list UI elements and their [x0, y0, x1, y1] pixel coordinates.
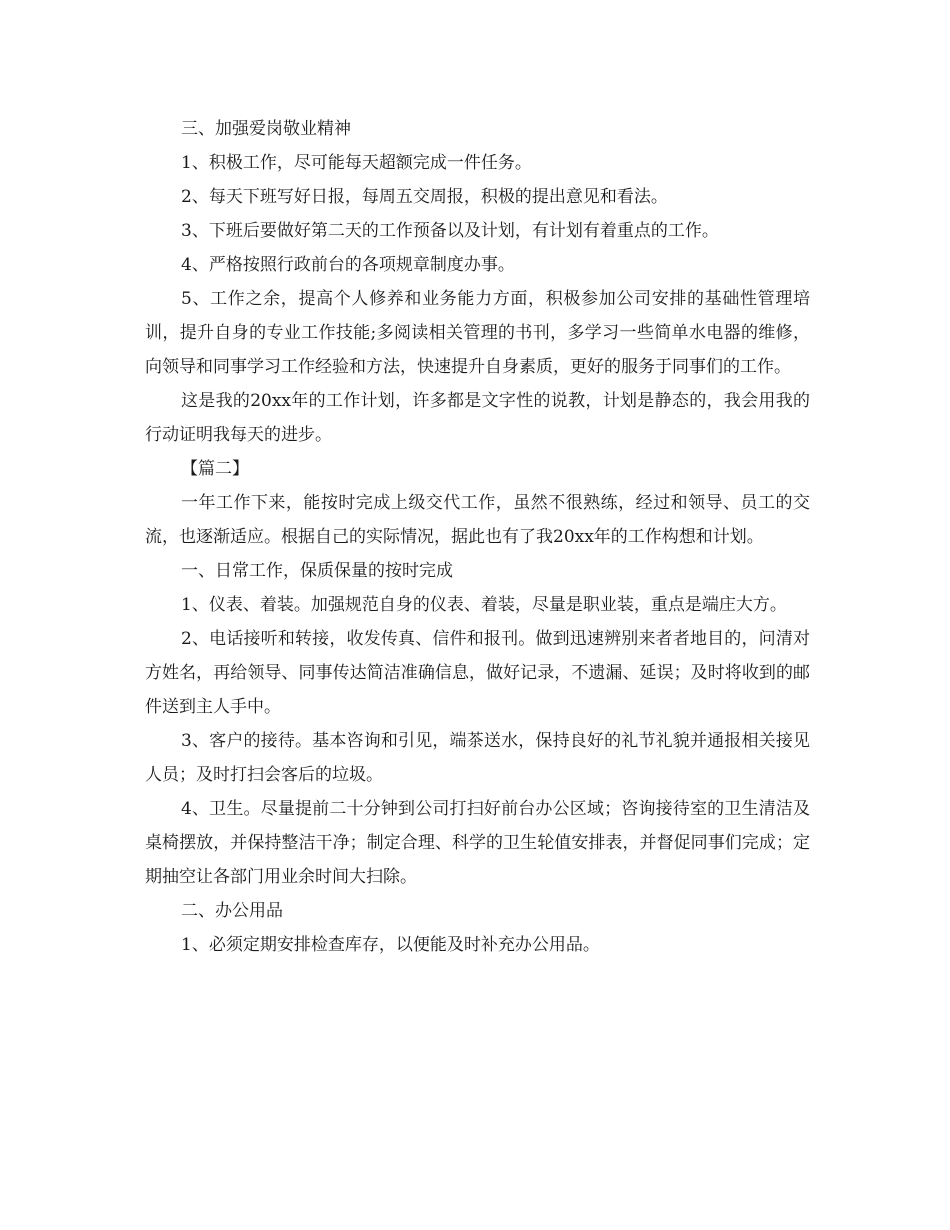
paragraph: 一年工作下来，能按时完成上级交代工作，虽然不很熟练，经过和领导、员工的交流，也逐渐适应。根据自己的实际情况，据此也有了我20xx年的工作构想和计划。 [145, 493, 810, 547]
paragraph: 4、卫生。尽量提前二十分钟到公司打扫好前台办公区域；咨询接待室的卫生清洁及桌椅摆放，并保持整洁干净；制定合理、科学的卫生轮值安排表，并督促同事们完成；定期抽空让各部门用业余时间大扫除。 [145, 799, 810, 887]
paragraph: 1、仪表、着装。加强规范自身的仪表、着装，尽量是职业装，重点是端庄大方。 [181, 595, 787, 615]
paragraph: 3、客户的接待。基本咨询和引见，端茶送水，保持良好的礼节礼貌并通报相关接见人员；及时打扫会客后的垃圾。 [145, 731, 810, 785]
paragraph: 2、每天下班写好日报，每周五交周报，积极的提出意见和看法。 [181, 187, 668, 207]
paragraph: 1、积极工作，尽可能每天超额完成一件任务。 [181, 153, 532, 173]
chapter-heading: 【篇二】 [181, 459, 249, 479]
paragraph: 这是我的20xx年的工作计划，许多都是文字性的说教，计划是静态的，我会用我的行动证明我每天的进步。 [145, 391, 810, 445]
section-heading: 三、加强爱岗敬业精神 [181, 119, 351, 139]
paragraph: 4、严格按照行政前台的各项规章制度办事。 [181, 255, 515, 275]
paragraph: 1、必须定期安排检查库存，以便能及时补充办公用品。 [181, 935, 600, 955]
paragraph: 2、电话接听和转接，收发传真、信件和报刊。做到迅速辨别来者者地目的，问清对方姓名，再给领导、同事传达简洁准确信息，做好记录，不遗漏、延误；及时将收到的邮件送到主人手中。 [145, 629, 810, 717]
document-body [145, 112, 810, 962]
section-heading: 二、办公用品 [181, 901, 283, 921]
paragraph: 3、下班后要做好第二天的工作预备以及计划，有计划有着重点的工作。 [181, 221, 719, 241]
paragraph: 5、工作之余，提高个人修养和业务能力方面，积极参加公司安排的基础性管理培训，提升自身的专业工作技能;多阅读相关管理的书刊，多学习一些简单水电器的维修，向领导和同事学习工作经验和方法，快速提升自身素质，更好的服务于同事们的工作。 [145, 289, 810, 377]
section-heading: 一、日常工作，保质保量的按时完成 [181, 561, 453, 581]
